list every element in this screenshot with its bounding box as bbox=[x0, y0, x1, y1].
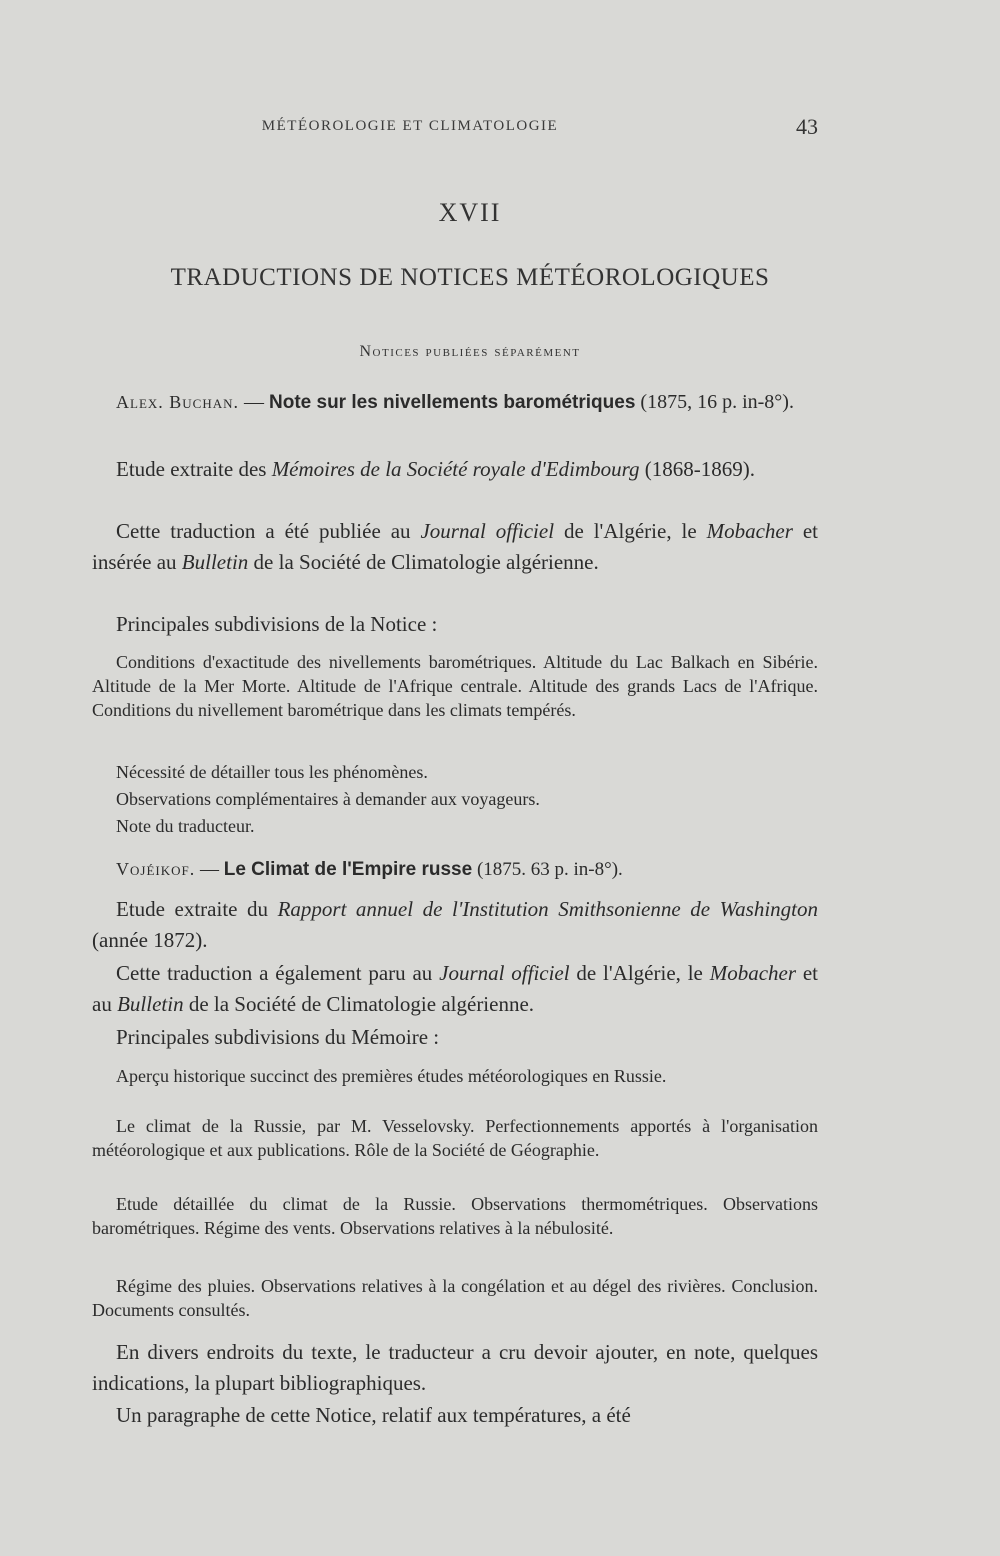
running-title: MÉTÉOROLOGIE ET CLIMATOLOGIE bbox=[261, 118, 559, 134]
entry1-dash: — bbox=[239, 391, 269, 413]
entry1-heading bbox=[92, 388, 818, 417]
entry2-title: Le Climat de l'Empire russe bbox=[223, 859, 473, 880]
entry2-p1-italic: Rapport annuel de l'Institution Smithsonienne de Washington bbox=[277, 897, 818, 921]
entry1-p1-text: Etude extraite des bbox=[116, 457, 272, 481]
entry2-p1-text-end: (année 1872). bbox=[92, 928, 208, 952]
entry1-p2-italic-bulletin: Bulletin bbox=[181, 550, 249, 574]
entry2-subdivision: Etude détaillée du climat de la Russie. Observations thermométriques. Observations barométriques. Régime des vents. Observations relatives à la nébulosité. bbox=[92, 1194, 818, 1238]
entry2-paragraph-source bbox=[92, 894, 818, 956]
entry2-subdivision: Régime des pluies. Observations relatives à la congélation et au dégel des rivières. Conclusion. Documents consultés. bbox=[92, 1276, 818, 1320]
entry2-p2-text: Cette traduction a également paru au bbox=[116, 961, 440, 985]
entry2-heading bbox=[92, 855, 818, 884]
entry1-subdivision: Nécessité de détailler tous les phénomènes. bbox=[116, 762, 428, 782]
entry2-paragraph-temperatures: Un paragraphe de cette Notice, relatif aux températures, a été bbox=[116, 1403, 631, 1427]
entry2-subdivision: Aperçu historique succinct des premières études météorologiques en Russie. bbox=[116, 1066, 667, 1086]
entry1-p2-text-c: et insérée au bbox=[92, 519, 818, 574]
entry2-paragraph-publication bbox=[92, 958, 818, 1020]
entry2-p2-text-c: et au bbox=[92, 961, 818, 1016]
entry2-subdivisions-heading: Principales subdivisions du Mémoire : bbox=[116, 1025, 440, 1049]
entry2-p2-text-d: de la Société de Climatologie algérienne. bbox=[183, 992, 535, 1016]
entry1-paragraph-publication bbox=[92, 516, 818, 578]
entry2-subdivision: Le climat de la Russie, par M. Vesselovsky. Perfectionnements apportés à l'organisation météorologique et aux publications. Rôle de la Société de Géographie. bbox=[92, 1116, 818, 1160]
entry1-subdivision: Note du traducteur. bbox=[116, 816, 255, 836]
entry1-p1-text-end: (1868-1869). bbox=[639, 457, 755, 481]
entry1-p1-italic: Mémoires de la Société royale d'Edimbourg bbox=[271, 457, 640, 481]
entry1-p2-italic-mobacher: Mobacher bbox=[706, 519, 793, 543]
entry1-p2-italic-journal: Journal officiel bbox=[420, 519, 555, 543]
entry1-p2-text-d: de la Société de Climatologie algérienne. bbox=[248, 550, 599, 574]
entry1-title: Note sur les nivellements barométriques bbox=[269, 392, 636, 413]
entry1-paragraph-source bbox=[92, 454, 818, 485]
entry2-dash: — bbox=[195, 859, 224, 880]
entry2-publication: (1875. 63 p. in-8°). bbox=[472, 859, 623, 880]
entry1-author: Alex. Buchan. bbox=[116, 392, 239, 412]
entry2-p2-italic-journal: Journal officiel bbox=[439, 961, 570, 985]
entry1-subdivisions-heading: Principales subdivisions de la Notice : bbox=[116, 612, 438, 636]
entry2-paragraph-notes: En divers endroits du texte, le traducteur a cru devoir ajouter, en note, quelques indications, la plupart bibliographiques. bbox=[92, 1340, 818, 1395]
entry2-p2-text-b: de l'Algérie, le bbox=[569, 961, 710, 985]
entry1-p2-text-b: de l'Algérie, le bbox=[554, 519, 707, 543]
entry2-author: Vojéikof. bbox=[116, 859, 196, 879]
chapter-number: XVII bbox=[438, 198, 502, 227]
entry2-p2-italic-mobacher: Mobacher bbox=[709, 961, 797, 985]
entry2-p2-italic-bulletin: Bulletin bbox=[117, 992, 184, 1016]
chapter-title: TRADUCTIONS DE NOTICES MÉTÉOROLOGIQUES bbox=[170, 264, 770, 291]
section-title: Notices publiées séparément bbox=[359, 343, 581, 360]
entry1-p2-text: Cette traduction a été publiée au bbox=[116, 519, 421, 543]
entry1-subdivision: Conditions d'exactitude des nivellements barométriques. Altitude du Lac Balkach en Sibérie. Altitude de la Mer Morte. Altitude de l'Afrique centrale. Altitude des grands Lacs de l'Afrique. Conditions du nivellement barométrique dans les climats tempérés. bbox=[92, 652, 818, 720]
entry1-publication: (1875, 16 p. in-8°). bbox=[640, 391, 794, 413]
entry2-p1-text: Etude extraite du bbox=[116, 897, 278, 921]
entry1-subdivision: Observations complémentaires à demander aux voyageurs. bbox=[116, 789, 540, 809]
page-number: 43 bbox=[796, 114, 818, 139]
